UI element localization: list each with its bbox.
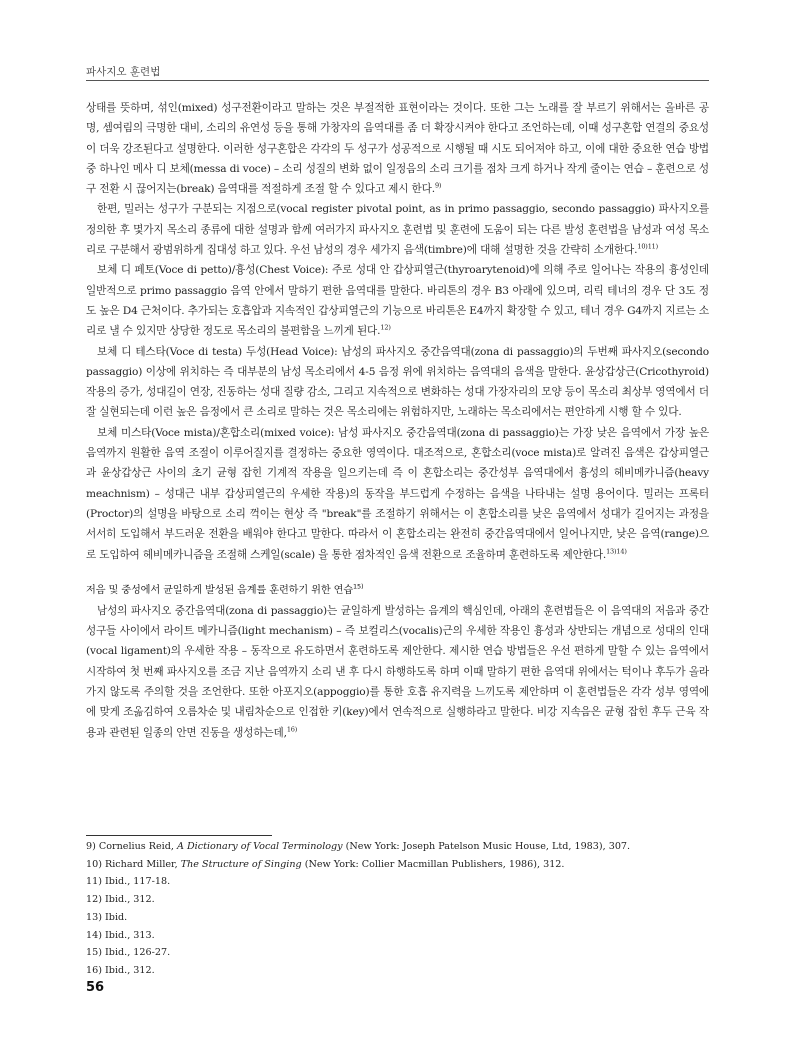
footnote-number: 13): [86, 911, 102, 923]
footnote: [86, 944, 709, 962]
footnote: [86, 891, 709, 909]
footnote: [86, 856, 709, 874]
footnote-text: (New York: Collier Macmillan Publishers, 1986), 312.: [301, 858, 565, 870]
footnote-ref: 10): [637, 242, 648, 251]
footnote-rule: [86, 835, 272, 836]
paragraph: [86, 260, 709, 341]
paragraph: [86, 342, 709, 423]
footnote: [86, 962, 709, 980]
footnote-text: (New York: Joseph Patelson Music House, Ltd, 1983), 307.: [342, 841, 631, 852]
section-subheading: [86, 581, 709, 601]
paragraph-text: 보체 디 페토(Voce di petto)/흉성(Chest Voice): 주로 성대 안 갑상피열근(thyroarytenoid)에 의해 주로 일어나는 작용의 흉성인데 일반적으로 primo passaggio 음역 안에서 말하기 편한 음역대를 말한다. 바리톤의 경우 B3 아래에 있으며, 리릭 테너의 경우 단 3도 정도 높은 D4 근처이다. 추가되는 호흡압과 지속적인 갑상피열근의 기능으로 바리톤은 E4까지 확장할 수 있고, 테너 경우 G4까지 지르는 소리로 낼 수 있지만 상당한 정도로 목소리의 불편함을 느끼게 된다.: [86, 264, 709, 338]
footnote-number: 9): [86, 841, 96, 852]
footnote-text: Richard Miller,: [105, 858, 181, 870]
footnote-number: 15): [86, 947, 102, 959]
footnote-text: Ibid., 312.: [105, 894, 155, 906]
paragraph: [86, 601, 709, 743]
footnote-text: Ibid., 117-18.: [105, 876, 171, 888]
page-number: 56: [86, 980, 105, 995]
footnote-ref: 16): [286, 725, 298, 734]
footnote-number: 10): [86, 858, 102, 870]
footnote-ref: 14): [616, 547, 627, 555]
body-text: [86, 98, 709, 743]
footnote: [86, 909, 709, 927]
paragraph-text: 상태를 뜻하며, 섞인(mixed) 성구전환이라고 말하는 것은 부절적한 표현이라는 것이다. 또한 그는 노래를 잘 부르기 위해서는 올바른 공명, 셈여림의 극명한 대비, 소리의 유연성 등을 통해 가창자의 음역대를 좀 더 확장시켜야 한다고 조언하는데, 이때 성구혼합 연결의 중요성이 더욱 강조된다고 설명한다. 이러한 성구혼합은 각각의 두 성구가 성공적으로 시행될 때 시도 되어져야 하고, 이에 대한 중요한 연습 방법 중 하나인 메사 디 보체(messa di voce) – 소리 성질의 변화 없이 일정음의 소리 크기를 점차 크게 하거나 작게 줄이는 연습 – 훈련으로 성구 전환 시 끊어지는(break) 음역대를 적절하게 조절 할 수 있다고 제시 한다.: [86, 102, 709, 196]
paragraph-text: 보체 미스타(Voce mista)/혼합소리(mixed voice): 남성 파사지오 중간음역대(zona di passaggio)는 가장 낮은 음역에서 가장 높은 음역까지 원활한 음역 조절이 이루어질지를 결정하는 중요한 영역이다. 대조적으로, 혼합소리(voce mista)로 알려진 음색은 갑상피열근과 윤상갑상근 사이의 초기 균형 잡힌 기계적 작용을 일으키는데 즉 이 혼합소리는 중간성부 음역대에서 흉성의 헤비메카니즘(heavy meachnism) – 성대근 내부 갑상피열근의 우세한 작용)의 동작을 부드럽게 수정하는 음색을 나타내는 설명 용어이다. 밀러는 프록터(Proctor)의 설명을 바탕으로 소리 꺽이는 현상 즉 "break"를 조절하기 위해서는 이 혼합소리를 낮은 음역에서 성대가 길어지는 과정을 서서히 도입해서 부드러운 전환을 배워야 한다고 말한다. 따라서 이 혼합소리는 완전히 중간음역대에서 일어나지만, 낮은 음역(range)으로 도입하여 헤비메카니즘을 조절해 스케일(scale) 을 통한 점차적인 음색 전환으로 조율하며 훈련하도록 제안한다.: [86, 426, 709, 561]
paragraph-text: 한편, 밀러는 성구가 구분되는 지점으로(vocal register pivotal point, as in primo passaggio, secondo passaggio) 파사지오를 정의한 후 몇가지 목소리 종류에 대한 설명과 함께 여러가지 파사지오 훈련법 및 훈련에 도움이 되는 다른 발성 훈련법을 남성과 여성 목소리로 구분해서 광범위하게 집대성 하고 있다. 우선 남성의 경우 세가지 음색(timbre)에 대해 설명한 것을 간략히 소개한다.: [86, 203, 709, 257]
footnote-ref: 12): [380, 323, 391, 332]
footnote-ref: 9): [434, 181, 442, 190]
footnote-ref: 13): [606, 547, 617, 555]
header-rule: [86, 80, 709, 81]
footnotes: [86, 838, 709, 980]
footnote: [86, 838, 709, 856]
footnote-ref: 11): [647, 242, 659, 251]
paragraph: [86, 199, 709, 260]
footnote-text: Ibid., 126-27.: [105, 947, 171, 959]
paragraph-text: 보체 디 테스타(Voce di testa) 두성(Head Voice): 남성의 파사지오 중간음역대(zona di passaggio)의 두번째 파사지오(secondo passaggio) 이상에 위치하는 즉 대부분의 남성 목소리에서 4-5 음정 위에 위치하는 음역대의 음색을 말한다. 윤상갑상근(Cricothyroid) 작용의 증가, 성대길이 연장, 진동하는 성대 질량 감소, 그리고 지속적으로 변화하는 성대 가장자리의 모양 등이 목소리 최상부 영역에서 더 잘 실현되는데 이런 높은 음정에서 큰 소리로 말하는 것은 목소리에는 위험하지만, 노래하는 목소리에서는 편안하게 시행 할 수 있다.: [86, 345, 709, 419]
footnote-number: 12): [86, 894, 102, 906]
footnote-text: Cornelius Reid,: [98, 841, 177, 852]
footnote-number: 14): [86, 929, 102, 941]
footnote-ref: 15): [352, 582, 364, 591]
subheading-text: 저음 및 중성에서 균일하게 발성된 음계를 훈련하기 위한 연습: [86, 584, 353, 596]
paragraph: [86, 423, 709, 565]
footnote-text: Ibid., 312.: [105, 964, 155, 976]
footnote-number: 11): [86, 876, 102, 888]
footnote: [86, 927, 709, 945]
footnote-number: 16): [86, 964, 102, 976]
footnote-title: The Structure of Singing: [180, 858, 302, 870]
footnote-text: Ibid., 313.: [105, 929, 155, 941]
footnote: [86, 873, 709, 891]
footnote-title: A Dictionary of Vocal Terminology: [176, 841, 343, 852]
footnote-text: Ibid.: [105, 911, 128, 923]
paragraph: [86, 98, 709, 199]
running-header: 파사지오 훈련법: [86, 66, 161, 78]
paragraph-text: 남성의 파사지오 중간음역대(zona di passaggio)는 균일하게 발성하는 음계의 핵심인데, 아래의 훈련법들은 이 음역대의 저음과 중간 성구들 사이에서 라이트 메카니즘(light mechanism) – 즉 보컬리스(vocalis)근의 우세한 작용인 흉성과 상반되는 개념으로 성대의 인대 (vocal ligament)의 우세한 작용 – 동작으로 유도하면서 훈련하도록 제안한다. 제시한 연습 방법들은 우선 편하게 말할 수 있는 음역에서 시작하여 첫 번째 파사지오를 조금 지난 음역까지 소리 낸 후 다시 하행하도록 하며 이때 말하기 편한 음역대 위에서는 턱이나 후두가 올라가지 않도록 주의할 것을 조언한다. 또한 아포지오(appoggio)를 통한 호흡 유지력을 느끼도록 제안하며 이 훈련법들은 각각 성부 영역에에 맞게 조옮김하여 오름차순 및 내림차순으로 인접한 키(key)에서 연속적으로 실행하라고 말한다. 비강 지속음은 균형 잡힌 후두 근육 작용과 관련된 일종의 안면 진동을 생성하는데,: [86, 604, 709, 739]
